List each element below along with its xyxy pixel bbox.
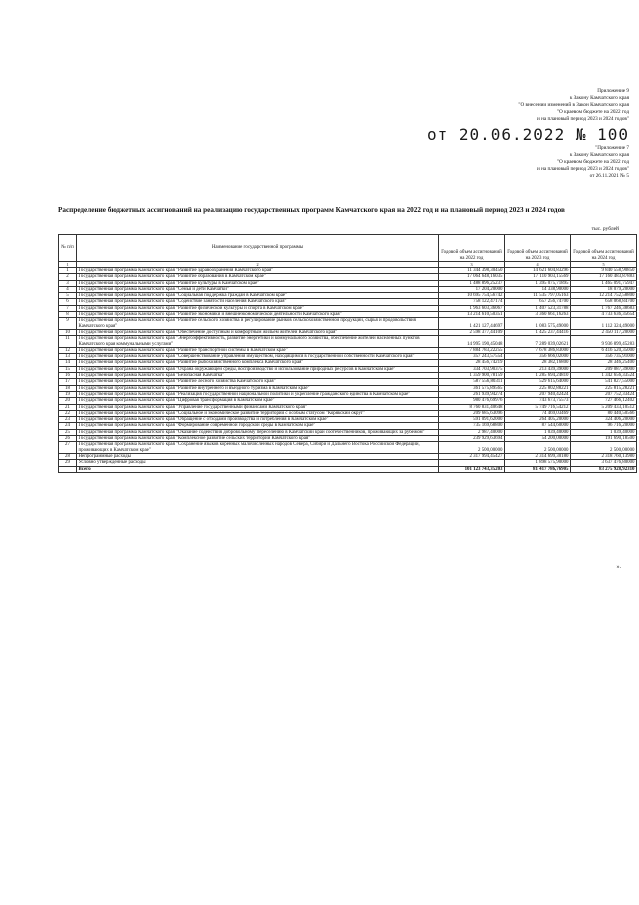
amount-2024: 225 815,28221 xyxy=(571,385,637,391)
amount-2023: 207 940,42424 xyxy=(505,391,571,397)
amount-2022: 1 488 896,25237 xyxy=(439,280,505,286)
amount-2024: 658 068,84700 xyxy=(571,299,637,305)
row-number: 17 xyxy=(59,379,77,385)
amount-2022: 11 344 398,30450 xyxy=(439,268,505,274)
program-name: Условно утвержденные расходы xyxy=(77,460,439,466)
amount-2022: 1 421 127,44697 xyxy=(439,318,505,330)
row-number: 10 xyxy=(59,329,77,335)
column-index: 5 xyxy=(571,262,637,268)
amount-2023: 1 039,40000 xyxy=(505,429,571,435)
program-name: Государственная программа Камчатского края "Цифровая трансформация в Камчатском крае" xyxy=(77,398,439,404)
program-name: Государственная программа Камчатского края "Развитие физической культуры и спорта в Камчатском крае" xyxy=(77,305,439,311)
amount-2024: 2 450 117,20000 xyxy=(571,329,637,335)
program-name: Государственная программа Камчатского края "Формирование современной городской среды в Камчатском крае" xyxy=(77,423,439,429)
amount-2022: 8 760 831,40648 xyxy=(439,404,505,410)
amount-2022: 10 695 754,56742 xyxy=(439,293,505,299)
row-number: 23 xyxy=(59,417,77,423)
amount-2023: 1 407 523,31788 xyxy=(505,305,571,311)
table-row xyxy=(59,366,637,372)
table-row xyxy=(59,410,637,416)
amount-2023: 5 749 716,54212 xyxy=(505,404,571,410)
amount-2024: 9 840 558,90850 xyxy=(571,268,637,274)
amount-2024: 18 079,20000 xyxy=(571,286,637,292)
table-row xyxy=(59,354,637,360)
program-name: Государственная программа Камчатского края "Развитие образования в Камчатском крае" xyxy=(77,274,439,280)
row-number: 6 xyxy=(59,299,77,305)
amount-2023: 1 285 694,24810 xyxy=(505,373,571,379)
amount-2022: 2 317 994,45427 xyxy=(439,453,505,459)
row-number: 24 xyxy=(59,423,77,429)
amount-2022: 357 243,57554 xyxy=(439,354,505,360)
header-line: Приложение 9 xyxy=(597,88,629,94)
amount-2023: 14 621 604,83296 xyxy=(505,268,571,274)
amount-2023: 657 256,74700 xyxy=(505,299,571,305)
amount-2024: 9 936 899,45283 xyxy=(571,336,637,348)
row-number: 3 xyxy=(59,280,77,286)
amount-2024: 541 827,55000 xyxy=(571,379,637,385)
amount-2022: 17 204,20000 xyxy=(439,286,505,292)
amount-2022: 261 939,94274 xyxy=(439,391,505,397)
amount-2024: 191 690,18500 xyxy=(571,436,637,442)
amount-2022: 980 476,69976 xyxy=(439,398,505,404)
amount-2024: 1 039,40000 xyxy=(571,429,637,435)
table-header-row xyxy=(59,235,637,262)
program-name: Государственная программа Камчатского края "Развитие лесного хозяйства Камчатского края" xyxy=(77,379,439,385)
amount-2024: 1 465 091,75947 xyxy=(571,280,637,286)
program-name: Государственная программа Камчатского края "Комплексное развитие сельских территорий Камчатского края" xyxy=(77,436,439,442)
amount-2023: 7 289 039,02621 xyxy=(505,336,571,348)
row-number: 27 xyxy=(59,442,77,454)
amount-2024: 12 214 752,58800 xyxy=(571,293,637,299)
amount-2023: 1 425 237,44416 xyxy=(505,329,571,335)
program-name: Непрограммные расходы xyxy=(77,453,439,459)
header-line: и на плановый период 2023 и 2024 годов" xyxy=(537,116,629,122)
amount-2022: 334 703,90375 xyxy=(439,366,505,372)
amount-2024: 1 112 324,49000 xyxy=(571,318,637,330)
row-number: 22 xyxy=(59,410,77,416)
amount-2023: 2 500,00000 xyxy=(505,442,571,454)
header-line: к Закону Камчатского края xyxy=(569,152,629,158)
amount-2023: 11 535 797,05163 xyxy=(505,293,571,299)
column-header-2024: Годовой объем ассигнований на 2024 год xyxy=(571,235,637,262)
amount-2022: 13 214 610,50351 xyxy=(439,312,505,318)
amount-2023: 1 898 575,90000 xyxy=(505,460,571,466)
appendix-9-header xyxy=(518,88,629,123)
amount-2023: 225 802,88221 xyxy=(505,385,571,391)
row-number: 7 xyxy=(59,305,77,311)
amount-2022: 2 987,40000 xyxy=(439,429,505,435)
program-name: Государственная программа Камчатского края "Социальное и экономическое развитие территории с особым статусом "Корякский округ" xyxy=(77,410,439,416)
amount-2024: 324 406,20000 xyxy=(571,417,637,423)
program-name: Государственная программа Камчатского края "Реализация государственной национальной политики и укрепление гражданского единства в Камчатском крае" xyxy=(77,391,439,397)
amount-2024: 17 160 483,87883 xyxy=(571,274,637,280)
row-number: 14 xyxy=(59,360,77,366)
table-row xyxy=(59,391,637,397)
amount-2024: 2 318 760,13980 xyxy=(571,453,637,459)
amount-2022: 2 500,00000 xyxy=(439,442,505,454)
header-line: "О краевом бюджете на 2022 год xyxy=(556,159,629,165)
table-row xyxy=(59,336,637,348)
row-number xyxy=(59,466,77,472)
program-name: Государственная программа Камчатского края "Развитие культуры в Камчатском крае" xyxy=(77,280,439,286)
row-number: 1 xyxy=(59,268,77,274)
amount-2024: 2 500,00000 xyxy=(571,442,637,454)
program-name: Государственная программа Камчатского края "Развитие транспортной системы в Камчатском крае" xyxy=(77,347,439,353)
amount-2022: 17 064 648,16035 xyxy=(439,274,505,280)
header-line: "О краевом бюджете на 2022 год xyxy=(556,109,629,115)
amount-2022: 2 598 377,44109 xyxy=(439,329,505,335)
amount-2024: 5 209 433,10512 xyxy=(571,404,637,410)
total-label: Всего xyxy=(77,466,439,472)
program-name: Государственная программа Камчатского края "Обращение с отходами производства и потребления в Камчатском крае" xyxy=(77,417,439,423)
amount-2023: 356 666,02000 xyxy=(505,354,571,360)
total-2022: 101 123 743,35203 xyxy=(439,466,505,472)
row-number: 12 xyxy=(59,347,77,353)
amount-2024: 4 733 636,35654 xyxy=(571,312,637,318)
header-line: к Закону Камчатского края xyxy=(569,95,629,101)
column-index: 2 xyxy=(77,262,439,268)
amount-2023: 28 382,16800 xyxy=(505,360,571,366)
program-name: Государственная программа Камчатского края "Развитие здравоохранения Камчатского края" xyxy=(77,268,439,274)
row-number: 13 xyxy=(59,354,77,360)
table-row xyxy=(59,429,637,435)
amount-2023: 7 678 386,83000 xyxy=(505,347,571,353)
column-header-num: № п/п xyxy=(59,235,77,262)
column-header-2022: Годовой объем ассигнований на 2022 год xyxy=(439,235,505,262)
row-number: 15 xyxy=(59,366,77,372)
amount-2024: 207 752,33424 xyxy=(571,391,637,397)
amount-2022: 28 456,74219 xyxy=(439,360,505,366)
row-number: 16 xyxy=(59,373,77,379)
header-line: "О внесении изменений в Закон Камчатского края xyxy=(518,102,629,108)
column-header-2023: Годовой объем ассигнований на 2023 год xyxy=(505,235,571,262)
amount-2023: 14 338,90000 xyxy=(505,286,571,292)
amount-2023: 74 469,03469 xyxy=(505,410,571,416)
amount-2023: 87 544,60000 xyxy=(505,423,571,429)
row-number: 28 xyxy=(59,453,77,459)
column-index: 4 xyxy=(505,262,571,268)
allocation-table xyxy=(58,234,637,473)
amount-2024: 80 440,50566 xyxy=(571,410,637,416)
program-name: Государственная программа Камчатского края "Развитие рыбохозяйственного комплекса Камчатского края" xyxy=(77,360,439,366)
amount-2023: 264 405,20000 xyxy=(505,417,571,423)
closing-quote-mark: ». xyxy=(616,564,621,570)
program-name: Государственная программа Камчатского края "Содействие занятости населения Камчатского края" xyxy=(77,299,439,305)
row-number: 4 xyxy=(59,286,77,292)
amount-2024: 1 767 246,38683 xyxy=(571,305,637,311)
program-name: Государственная программа Камчатского края "Сохранение языков коренных малочисленных народов Севера, Сибири и Дальнего Востока Российской Федерации, проживающих в Камчатском крае" xyxy=(77,442,439,454)
program-name: Государственная программа Камчатского края "Развитие сельского хозяйства и регулирование рынков сельскохозяйственной продукции, сырья и продовольствия Камчатского края" xyxy=(77,318,439,330)
program-name: Государственная программа Камчатского края "Охрана окружающей среды, воспроизводство и использование природных ресурсов в Камчатском крае" xyxy=(77,366,439,372)
amount-2024: 28 346,25400 xyxy=(571,360,637,366)
amount-2024: 727 466,12402 xyxy=(571,398,637,404)
amount-2024: 3 637 476,80000 xyxy=(571,460,637,466)
total-2023: 81 417 786,76905 xyxy=(505,466,571,472)
amount-2022: 361 575,89565 xyxy=(439,385,505,391)
amount-2023: 529 615,64000 xyxy=(505,379,571,385)
law-date-stamp: от 20.06.2022 № 100 xyxy=(426,125,629,144)
row-number: 11 xyxy=(59,336,77,348)
amount-2022: 239 929,63694 xyxy=(439,436,505,442)
header-line: от 26.11.2021 № 5 xyxy=(589,173,629,179)
row-number: 20 xyxy=(59,398,77,404)
amount-2024: 6 416 520,35000 xyxy=(571,347,637,353)
program-name: Государственная программа Камчатского края "Безопасная Камчатка" xyxy=(77,373,439,379)
row-number: 8 xyxy=(59,312,77,318)
amount-2022: 14 995 190,45048 xyxy=(439,336,505,348)
amount-2023: 2 314 699,30180 xyxy=(505,453,571,459)
row-number: 29 xyxy=(59,460,77,466)
table-row xyxy=(59,318,637,330)
amount-2022: 7 884 783,22255 xyxy=(439,347,505,353)
amount-2023: 213 439,39000 xyxy=(505,366,571,372)
amount-2023: 743 673,75573 xyxy=(505,398,571,404)
total-row xyxy=(59,466,637,472)
header-line: и на плановый период 2023 и 2024 годов" xyxy=(537,166,629,172)
amount-2024: 356 735,91000 xyxy=(571,354,637,360)
amount-2023: 1 395 075,71895 xyxy=(505,280,571,286)
amount-2023: 1 083 575,49000 xyxy=(505,318,571,330)
row-number: 2 xyxy=(59,274,77,280)
header-line: "Приложение 7 xyxy=(595,145,629,151)
units-label: тыс. рублей xyxy=(591,226,619,232)
program-name: Государственная программа Камчатского края "Социальная поддержка граждан в Камчатском крае" xyxy=(77,293,439,299)
program-name: Государственная программа Камчатского края "Энергоэффективность, развитие энергетики и коммунального хозяйства, обеспечение жителей населенных пунктов Камчатского края коммунальными услугами" xyxy=(77,336,439,348)
table-row xyxy=(59,442,637,454)
column-header-name: Наименование государственной программы xyxy=(77,235,439,262)
amount-2022: 758 122,47174 xyxy=(439,299,505,305)
total-2024: 83 275 928,92310 xyxy=(571,466,637,472)
column-index: 3 xyxy=(439,262,505,268)
document-title: Распределение бюджетных ассигнований на реализацию государственных программ Камчатского края на 2022 год и на плановый период 2023 и 2024 годов xyxy=(58,206,565,214)
amount-2022: 1 359 900,78159 xyxy=(439,373,505,379)
program-name: Государственная программа Камчатского края "Совершенствование управления имуществом, находящимся в государственной собственности Камчатского края" xyxy=(77,354,439,360)
program-name: Государственная программа Камчатского края "Обеспечение доступным и комфортным жильем жителей Камчатского края" xyxy=(77,329,439,335)
amount-2022: 1 963 603,36067 xyxy=(439,305,505,311)
row-number: 21 xyxy=(59,404,77,410)
amount-2022: 591 091,62000 xyxy=(439,417,505,423)
amount-2022: 587 556,80311 xyxy=(439,379,505,385)
program-name: Государственная программа Камчатского края "Развитие внутреннего и въездного туризма в Камчатском крае" xyxy=(77,385,439,391)
row-number: 25 xyxy=(59,429,77,435)
amount-2023: 17 110 903,15569 xyxy=(505,274,571,280)
amount-2024: 96 716,20000 xyxy=(571,423,637,429)
column-index: 1 xyxy=(59,262,77,268)
amount-2024: 1 342 656,33524 xyxy=(571,373,637,379)
row-number: 18 xyxy=(59,385,77,391)
amount-2023: 3 360 661,16263 xyxy=(505,312,571,318)
amount-2024: 209 087,39000 xyxy=(571,366,637,372)
amount-2022: 735 169,68800 xyxy=(439,423,505,429)
row-number: 19 xyxy=(59,391,77,397)
row-number: 9 xyxy=(59,318,77,330)
appendix-7-header xyxy=(537,145,629,180)
row-number: 5 xyxy=(59,293,77,299)
amount-2023: 54 200,00000 xyxy=(505,436,571,442)
program-name: Государственная программа Камчатского края "Семья и дети Камчатки" xyxy=(77,286,439,292)
row-number: 26 xyxy=(59,436,77,442)
program-name: Государственная программа Камчатского края "Оказание содействия добровольному переселению в Камчатский край соотечественников, проживающих за рубежом" xyxy=(77,429,439,435)
program-name: Государственная программа Камчатского края "Управление государственными финансами Камчатского края" xyxy=(77,404,439,410)
program-name: Государственная программа Камчатского края "Развитие экономики и внешнеэкономической деятельности Камчатского края" xyxy=(77,312,439,318)
amount-2022: 209 685,63096 xyxy=(439,410,505,416)
